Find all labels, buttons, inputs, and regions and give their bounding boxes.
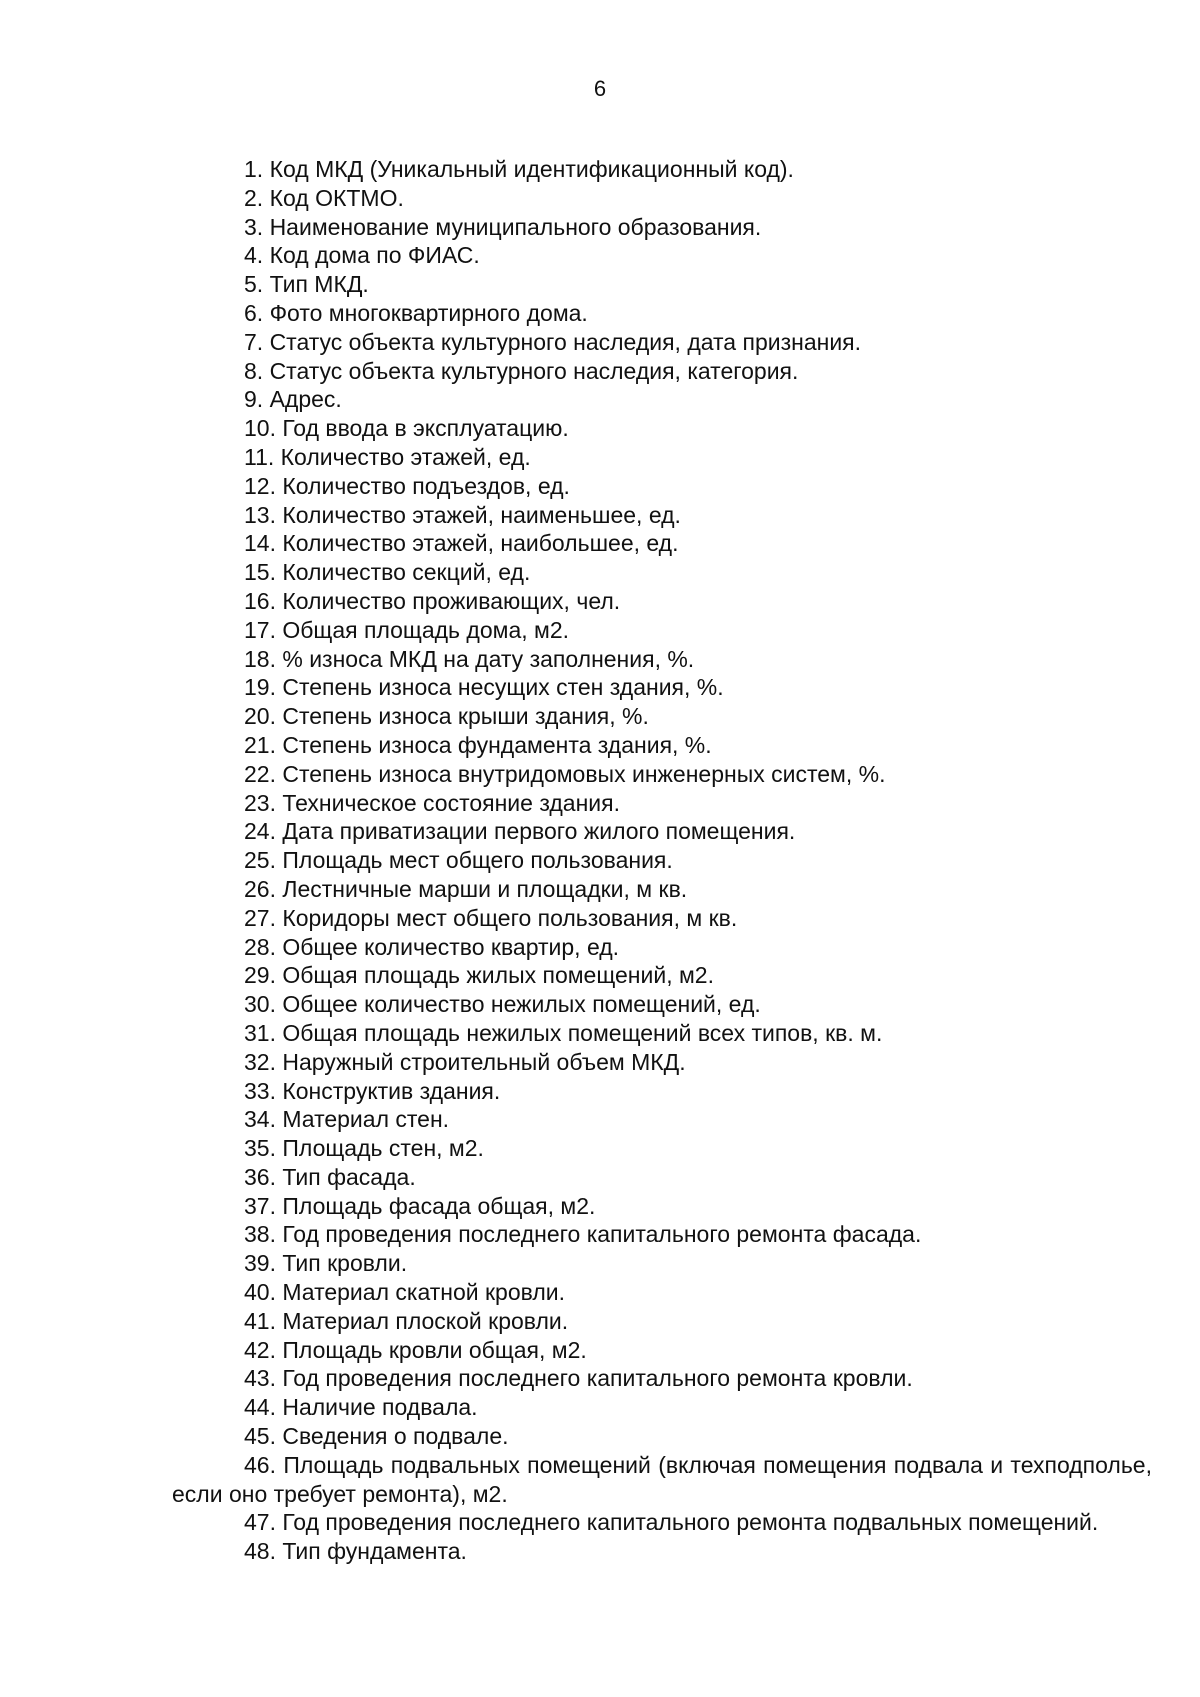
list-item: 46. Площадь подвальных помещений (включая помещения подвала и техподполье, если оно требует ремонта), м2.: [172, 1451, 1152, 1507]
list-item: 25. Площадь мест общего пользования.: [244, 847, 673, 874]
list-item: 22. Степень износа внутридомовых инженерных систем, %.: [244, 760, 886, 787]
list-item: 9. Адрес.: [244, 386, 342, 413]
list-item: 19. Степень износа несущих стен здания, %.: [244, 674, 724, 701]
list-item: 39. Тип кровли.: [244, 1250, 408, 1277]
list-item: 10. Год ввода в эксплуатацию.: [244, 415, 569, 442]
list-item: 36. Тип фасада.: [244, 1163, 416, 1190]
list-item: 12. Количество подъездов, ед.: [244, 472, 570, 499]
list-item: 24. Дата приватизации первого жилого помещения.: [244, 818, 796, 845]
list-item: 41. Материал плоской кровли.: [244, 1307, 569, 1334]
list-item: 34. Материал стен.: [244, 1106, 450, 1133]
list-item: 43. Год проведения последнего капитального ремонта кровли.: [244, 1365, 913, 1392]
list-item: 32. Наружный строительный объем МКД.: [244, 1048, 686, 1075]
list-item: 23. Техническое состояние здания.: [244, 789, 620, 816]
list-item: 18. % износа МКД на дату заполнения, %.: [244, 645, 695, 672]
list-item: 29. Общая площадь жилых помещений, м2.: [244, 962, 714, 989]
field-list: [172, 155, 1152, 1566]
list-item: 30. Общее количество нежилых помещений, ед.: [244, 991, 761, 1018]
list-item: 28. Общее количество квартир, ед.: [244, 933, 620, 960]
list-item: 21. Степень износа фундамента здания, %.: [244, 731, 712, 758]
list-item: 15. Количество секций, ед.: [244, 559, 531, 586]
list-item: 38. Год проведения последнего капитального ремонта фасада.: [244, 1221, 922, 1248]
list-item: 2. Код ОКТМО.: [244, 184, 404, 211]
list-item: 7. Статус объекта культурного наследия, дата признания.: [244, 328, 862, 355]
list-item: 3. Наименование муниципального образования.: [244, 213, 762, 240]
list-item: 31. Общая площадь нежилых помещений всех типов, кв. м.: [244, 1019, 883, 1046]
list-item: 5. Тип МКД.: [244, 271, 369, 298]
list-item: 14. Количество этажей, наибольшее, ед.: [244, 530, 679, 557]
list-item: 20. Степень износа крыши здания, %.: [244, 703, 649, 730]
list-item: 37. Площадь фасада общая, м2.: [244, 1192, 596, 1219]
list-item: 6. Фото многоквартирного дома.: [244, 299, 588, 326]
list-item: 40. Материал скатной кровли.: [244, 1279, 565, 1306]
list-item: 26. Лестничные марши и площадки, м кв.: [244, 875, 688, 902]
list-item: 35. Площадь стен, м2.: [244, 1135, 484, 1162]
list-item: 47. Год проведения последнего капитального ремонта подвальных помещений.: [244, 1509, 1099, 1536]
list-item: 33. Конструктив здания.: [244, 1077, 501, 1104]
list-item: 17. Общая площадь дома, м2.: [244, 616, 570, 643]
list-item: 8. Статус объекта культурного наследия, категория.: [244, 357, 799, 384]
list-item: 11. Количество этажей, ед.: [244, 443, 531, 470]
list-item: 27. Коридоры мест общего пользования, м кв.: [244, 904, 738, 931]
list-item: 44. Наличие подвала.: [244, 1394, 478, 1421]
list-item: 4. Код дома по ФИАС.: [244, 242, 480, 269]
list-item: 42. Площадь кровли общая, м2.: [244, 1336, 587, 1363]
list-item: 1. Код МКД (Уникальный идентификационный код).: [244, 156, 794, 182]
list-item: 45. Сведения о подвале.: [244, 1423, 509, 1450]
list-item: 48. Тип фундамента.: [244, 1538, 467, 1565]
list-item: 16. Количество проживающих, чел.: [244, 587, 621, 614]
list-item: 13. Количество этажей, наименьшее, ед.: [244, 501, 681, 528]
page-number: 6: [593, 76, 607, 101]
